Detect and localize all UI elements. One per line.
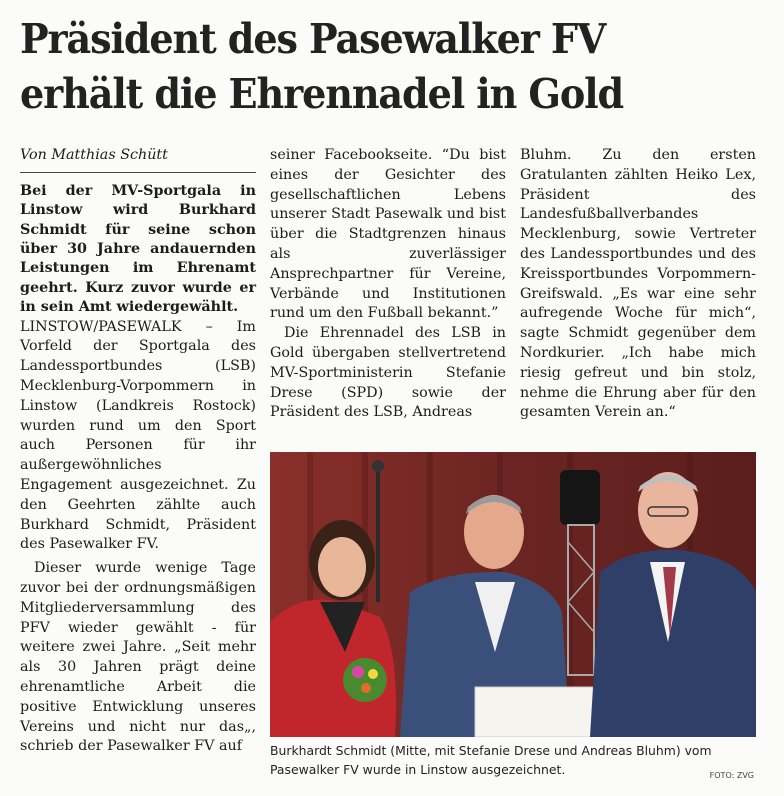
body-paragraph-1: LINSTOW/PASEWALK – Im Vorfeld der Sportgala des Landessportbundes (LSB) Mecklenburg-Vorpommern in Linstow (Landkreis Rostock) wurden rund um den Sport auch Personen für ihr außergewöhnliches Engagement ausgezeichnet. Zu den Geehrten zählte auch Burkhard Schmidt, Präsident des Pasewalker FV. <box>20 318 256 553</box>
headline-line-1: Präsident des Pasewalker FV <box>20 15 606 63</box>
body-paragraph-4: Die Ehrennadel des LSB in Gold übergaben stellvertretend MV-Sportministerin Stefanie Drese (SPD) sowie der Präsident des LSB, Andreas <box>270 325 506 421</box>
column-1 <box>20 146 256 757</box>
award-photo-illustration <box>270 452 756 737</box>
column-2 <box>270 146 506 423</box>
photo-caption: Burkhardt Schmidt (Mitte, mit Stefanie Drese und Andreas Bluhm) vom Pasewalker FV wurde in Linstow ausgezeichnet. <box>270 743 712 777</box>
body-paragraph-3: seiner Facebookseite. “Du bist eines der Gesichter des gesellschaftlichen Lebens unserer Stadt Pasewalk und bist über die Stadtgrenzen hinaus als zuverlässiger Ansprechpartner für Vereine, Verbände und Institutionen rund um den Fußball bekannt.” <box>270 147 506 322</box>
photo-credit: FOTO: ZVG <box>709 771 754 780</box>
headline-line-2: erhält die Ehrennadel in Gold <box>20 70 624 118</box>
column-3 <box>520 146 756 423</box>
lead-paragraph: Bei der MV-Sportgala in Linstow wird Burkhard Schmidt für seine schon über 30 Jahre andauernden Leistungen im Ehrenamt geehrt. Kurz zuvor wurde er in sein Amt wiedergewählt. <box>20 182 256 316</box>
body-paragraph-5: Bluhm. Zu den ersten Gratulanten zählten Heiko Lex, Präsident des Landesfußballverbandes Mecklenburg, sowie Vertreter des Landessportbundes und des Kreissportbundes Vorpommern-Greifswald. „Es war eine sehr aufregende Woche für mich“, sagte Schmidt gegenüber dem Nordkurier. „Ich habe mich riesig gefreut und bin stolz, nehme die Ehrung aber für den gesamten Verein an.“ <box>520 147 756 421</box>
byline-divider <box>20 172 256 173</box>
award-photo <box>270 452 756 737</box>
headline <box>20 12 712 122</box>
author-byline: Von Matthias Schütt <box>20 147 168 163</box>
body-paragraph-2: Dieser wurde wenige Tage zuvor bei der ordnungsmäßigen Mitgliederversammlung des PFV wieder gewählt - für weitere zwei Jahre. „Seit mehr als 30 Jahren prägt deine ehrenamtliche Arbeit die positive Entwicklung unseres Vereins und nicht nur das„, schrieb der Pasewalker FV auf <box>20 560 256 755</box>
